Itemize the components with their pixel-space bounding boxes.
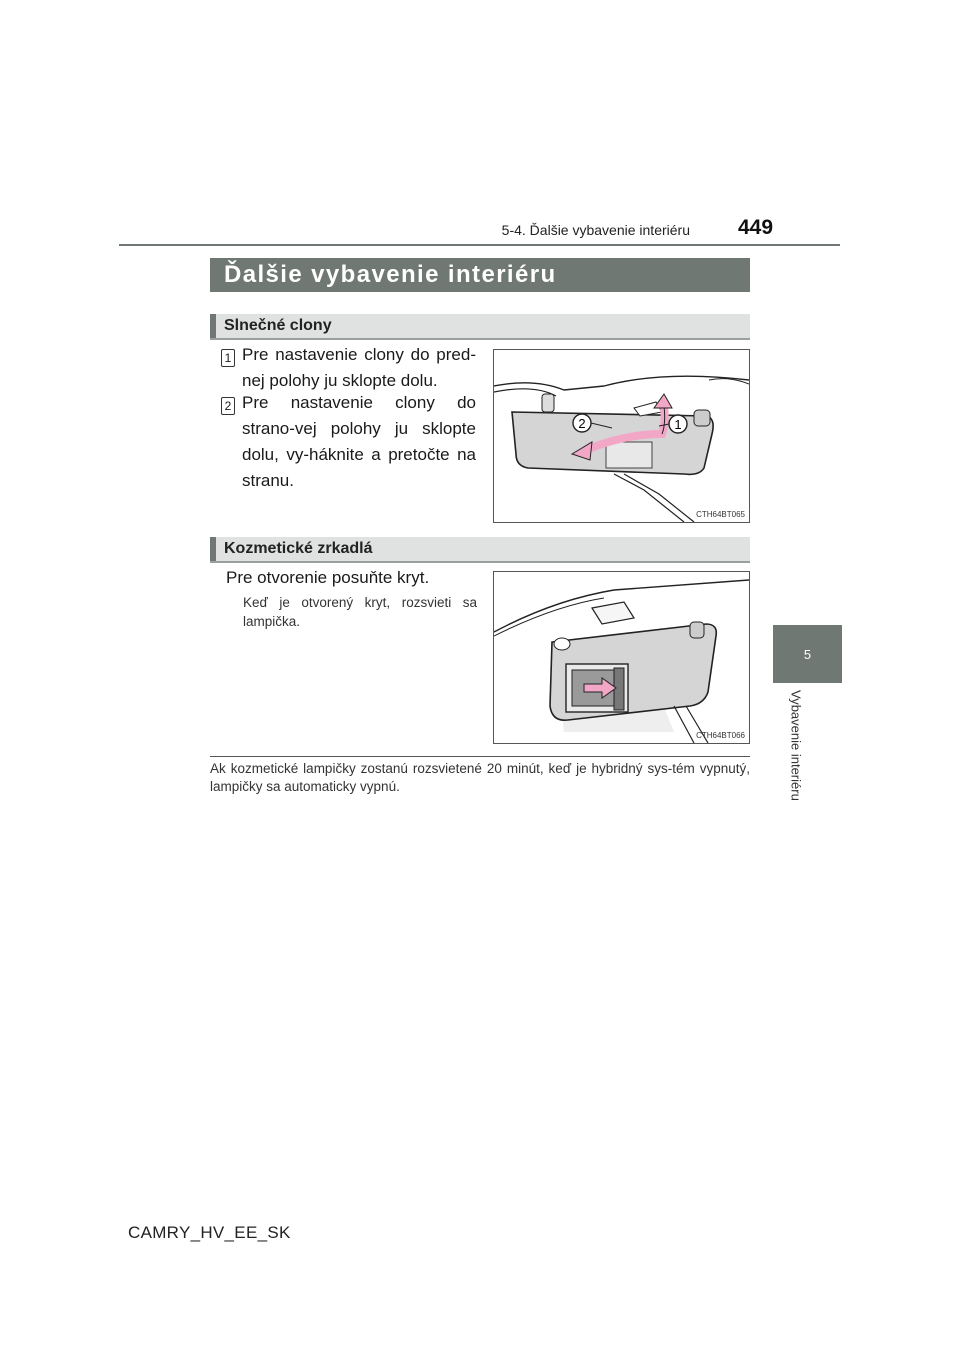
heading-accent (210, 314, 216, 338)
step-number-badge: 2 (221, 397, 235, 415)
heading-accent (210, 537, 216, 561)
step-number-badge: 1 (221, 349, 235, 367)
footer-model-code: CAMRY_HV_EE_SK (128, 1223, 291, 1242)
chapter-title: Vybavenie interiéru (788, 690, 804, 801)
vanity-mirror-illustration (494, 572, 749, 743)
step-text: Pre nastavenie clony do pred-nej polohy ju sklopte dolu. (242, 345, 476, 390)
page-title (210, 258, 750, 292)
section-heading-text: Slnečné clony (224, 317, 332, 334)
figure-code: CTH64BT066 (696, 731, 745, 740)
sun-visor-illustration (494, 350, 749, 522)
chapter-tab (773, 625, 842, 683)
section-heading-vanity-mirrors (210, 537, 750, 563)
running-header: 5-4. Ďalšie vybavenie interiéru (501, 222, 690, 238)
figure-sun-visor (493, 349, 750, 523)
figure-vanity-mirror (493, 571, 750, 744)
page-title-text: Ďalšie vybavenie interiéru (224, 261, 557, 288)
callout-2: 2 (578, 416, 586, 431)
instruction-text: Pre otvorenie posuňte kryt. (226, 568, 430, 587)
note-rule (210, 756, 750, 757)
chapter-title-vertical (766, 690, 826, 850)
section-heading-sun-visors (210, 314, 750, 340)
figure-code: CTH64BT065 (696, 510, 745, 519)
chapter-number: 5 (803, 646, 812, 662)
section-heading-text: Kozmetické zrkadlá (224, 540, 373, 557)
callout-1: 1 (674, 417, 682, 432)
instruction-subtext: Keď je otvorený kryt, rozsvieti sa lampička. (243, 595, 477, 629)
note-text: Ak kozmetické lampičky zostanú rozsvietené 20 minút, keď je hybridný sys-tém vypnutý, lampičky sa automaticky vypnú. (210, 761, 750, 794)
header-rule (119, 244, 840, 246)
page-number: 449 (738, 216, 774, 239)
step-text: Pre nastavenie clony do strano-vej polohy ju sklopte dolu, vy-háknite a pretočte na stranu. (242, 393, 476, 490)
